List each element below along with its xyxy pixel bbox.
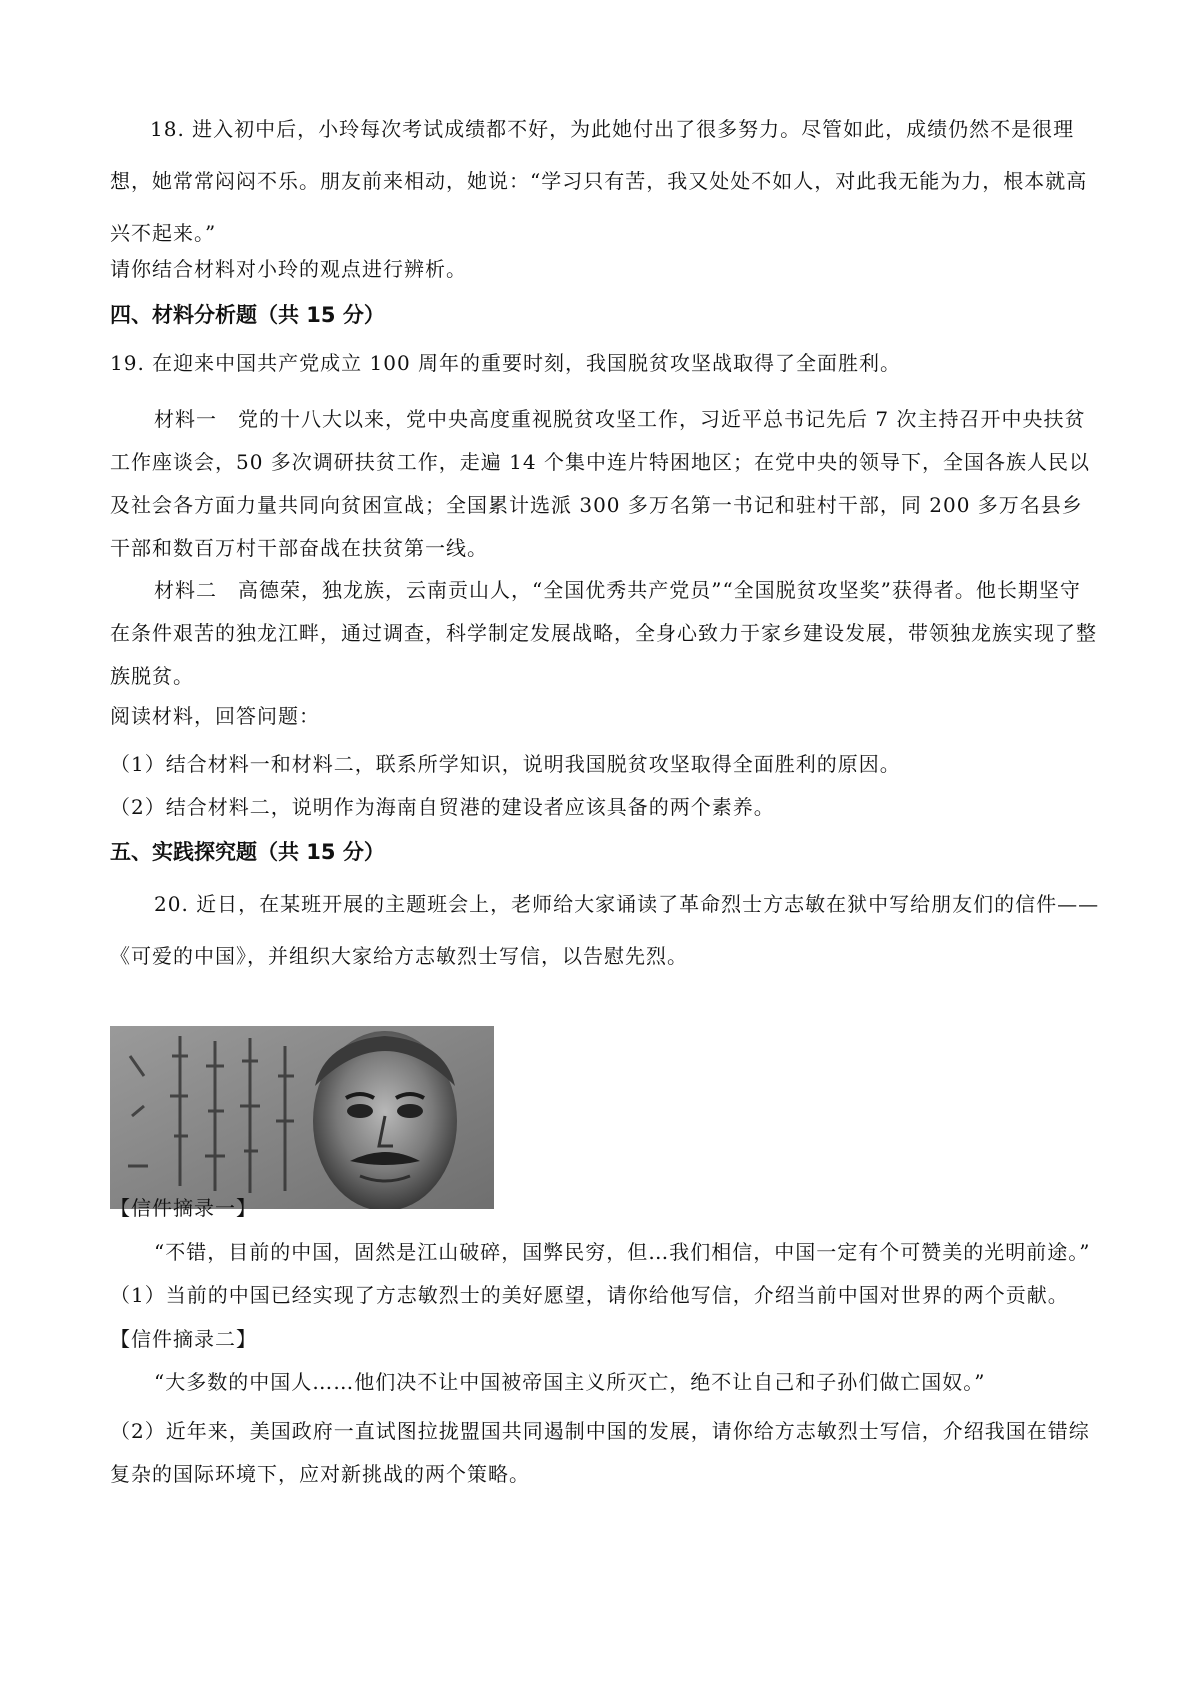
- question-20-sub-1: （1）当前的中国已经实现了方志敏烈士的美好愿望，请你给他写信，介绍当前中国对世界的两个贡献。: [110, 1283, 1069, 1307]
- question-18-prompt: 请你结合材料对小玲的观点进行辨析。: [110, 257, 467, 281]
- read-instruction: 阅读材料，回答问题：: [110, 704, 320, 728]
- material-2: 材料二 高德荣，独龙族，云南贡山人，“全国优秀共产党员”“全国脱贫攻坚奖”获得者。他长期坚守在条件艰苦的独龙江畔，通过调查，科学制定发展战略，全身心致力于家乡建设发展，带领独龙族实现了整族脱贫。: [110, 578, 1097, 688]
- question-18: 18. 进入初中后，小玲每次考试成绩都不好，为此她付出了很多努力。尽管如此，成绩仍然不是很理想，她常常闷闷不乐。朋友前来相动，她说：“学习只有苦，我又处处不如人，对此我无能为力，根本就高兴不起来。”: [110, 117, 1088, 245]
- material-1: 材料一 党的十八大以来，党中央高度重视脱贫攻坚工作，习近平总书记先后 7 次主持召开中央扶贫工作座谈会，50 多次调研扶贫工作，走遍 14 个集中连片特困地区；在党中央的领导下，全国各族人民以及社会各方面力量共同向贫困宣战；全国累计选派 300 多万名第一书记和驻村干部，同 200 多万名县乡干部和数百万村干部奋战在扶贫第一线。: [110, 407, 1090, 560]
- excerpt-2-heading: 【信件摘录二】: [110, 1327, 257, 1351]
- question-19-stem: 19. 在迎来中国共产党成立 100 周年的重要时刻，我国脱贫攻坚战取得了全面胜利。: [110, 351, 902, 375]
- portrait-photo: [110, 1026, 494, 1209]
- section-5-title: 五、实践探究题（共 15 分）: [110, 840, 385, 864]
- section-4-title: 四、材料分析题（共 15 分）: [110, 303, 385, 327]
- excerpt-1-heading: 【信件摘录一】: [110, 1196, 257, 1220]
- excerpt-1-quote: “不错，目前的中国，固然是江山破碎，国弊民穷，但…我们相信，中国一定有个可赞美的光明前途。”: [154, 1240, 1091, 1264]
- portrait-image: [110, 1026, 494, 1209]
- excerpt-2-quote: “大多数的中国人……他们决不让中国被帝国主义所灭亡，绝不让自己和子孙们做亡国奴。”: [154, 1370, 986, 1394]
- question-19-sub-2: （2）结合材料二，说明作为海南自贸港的建设者应该具备的两个素养。: [110, 795, 775, 819]
- question-20-sub-2: （2）近年来，美国政府一直试图拉拢盟国共同遏制中国的发展，请你给方志敏烈士写信，介绍我国在错综复杂的国际环境下，应对新挑战的两个策略。: [110, 1419, 1090, 1486]
- question-19-sub-1: （1）结合材料一和材料二，联系所学知识，说明我国脱贫攻坚取得全面胜利的原因。: [110, 752, 901, 776]
- question-20-stem: 20. 近日，在某班开展的主题班会上，老师给大家诵读了革命烈士方志敏在狱中写给朋友们的信件——《可爱的中国》，并组织大家给方志敏烈士写信，以告慰先烈。: [110, 892, 1100, 968]
